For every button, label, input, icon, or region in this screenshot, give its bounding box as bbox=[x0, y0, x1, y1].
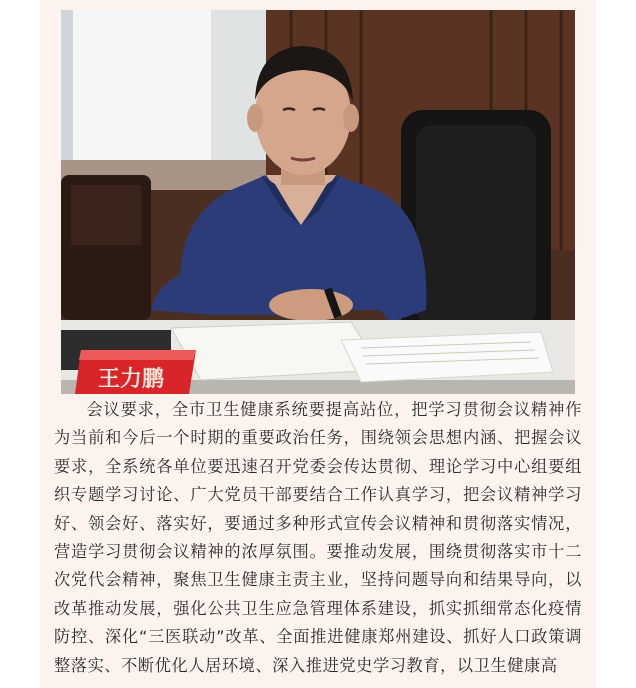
article-paragraph: 会议要求，全市卫生健康系统要提高站位，把学习贯彻会议精神作为当前和今后一个时期的重要政治任务，围绕领会思想内涵、把握会议要求，全系统各单位要迅速召开党委会传达贯彻、理论学习中心组要组织专题学习讨论、广大党员干部要结合工作认真学习，把会议精神学习好、领会好、落实好，要通过多种形式宣传会议精神和贯彻落实情况，营造学习贯彻会议精神的浓厚氛围。要推动发展，围绕贯彻落实市十二次党代会精神，聚焦卫生健康主责主业，坚持问题导向和结果导向，以改革推动发展，强化公共卫生应急管理体系建设，抓实抓细常态化疫情防控、深化“三医联动”改革、全面推进健康郑州建设、抓好人口政策调整落实、不断优化人居环境、深入推进党史学习教育，以卫生健康高 bbox=[54, 400, 582, 675]
right-margin bbox=[596, 0, 636, 688]
nameplate-text: 王力鹏 bbox=[97, 367, 165, 392]
left-margin bbox=[0, 0, 40, 688]
meeting-photo bbox=[61, 10, 575, 394]
article-column bbox=[40, 0, 596, 688]
meeting-photo-illustration bbox=[61, 10, 575, 394]
